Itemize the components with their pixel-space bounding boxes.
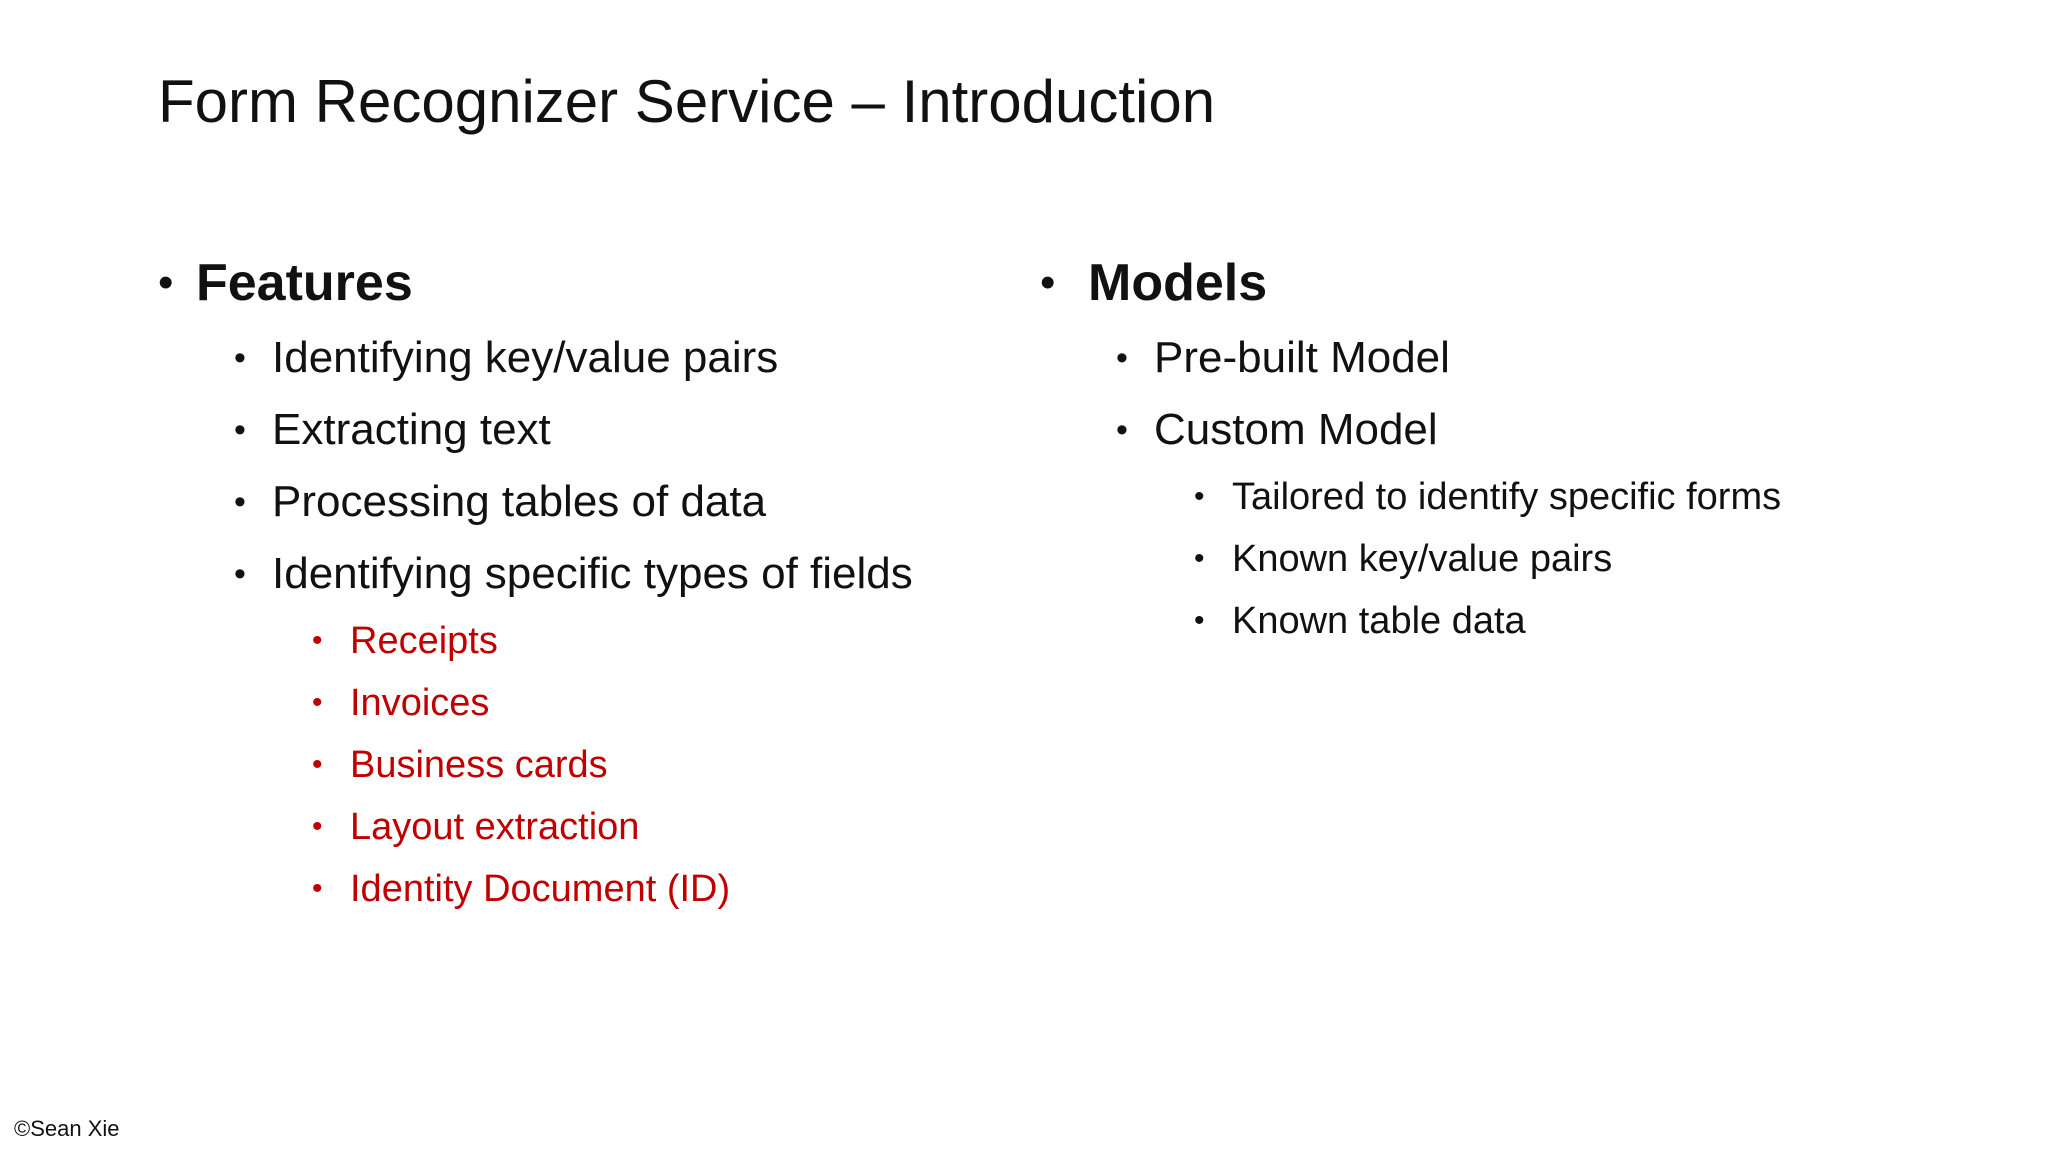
detail-text: Tailored to identify specific forms	[1232, 475, 1782, 518]
bullet-icon: •	[158, 258, 174, 307]
field-type-text: Invoices	[350, 681, 490, 724]
bullet-icon: •	[1116, 411, 1128, 449]
list-item	[234, 538, 913, 610]
field-type-item	[312, 858, 913, 920]
field-type-text: Business cards	[350, 743, 608, 786]
list-item-text: Processing tables of data	[272, 477, 767, 526]
field-type-text: Identity Document (ID)	[350, 867, 731, 910]
list-item-text: Pre-built Model	[1154, 333, 1450, 382]
detail-text: Known key/value pairs	[1232, 537, 1613, 580]
list-item	[1116, 322, 1781, 394]
bullet-icon: •	[312, 810, 323, 843]
models-heading: Models	[1088, 254, 1268, 312]
bullet-icon: •	[1116, 339, 1128, 377]
field-type-text: Layout extraction	[350, 805, 640, 848]
bullet-icon: •	[1194, 542, 1205, 575]
field-type-item	[312, 734, 913, 796]
bullet-icon: •	[312, 872, 323, 905]
custom-model-detail-item	[1194, 590, 1781, 652]
custom-model-detail-item	[1194, 528, 1781, 590]
list-item-text: Identifying specific types of fields	[272, 549, 913, 598]
bullet-icon: •	[312, 686, 323, 719]
bullet-icon: •	[1194, 604, 1205, 637]
list-item-text: Custom Model	[1154, 405, 1438, 454]
bullet-icon: •	[234, 339, 246, 377]
list-item-text: Extracting text	[272, 405, 551, 454]
field-type-text: Receipts	[350, 619, 498, 662]
bullet-icon: •	[234, 555, 246, 593]
field-type-item	[312, 796, 913, 858]
models-heading-item	[1040, 244, 1781, 322]
models-column	[1040, 244, 1781, 652]
list-item	[234, 466, 913, 538]
bullet-icon: •	[1194, 480, 1205, 513]
field-type-item	[312, 610, 913, 672]
bullet-icon: •	[312, 624, 323, 657]
features-heading: Features	[196, 254, 413, 312]
slide-title: Form Recognizer Service – Introduction	[158, 68, 1216, 135]
custom-model-detail-item	[1194, 466, 1781, 528]
bullet-icon: •	[1040, 258, 1056, 307]
field-type-item	[312, 672, 913, 734]
detail-text: Known table data	[1232, 599, 1526, 642]
list-item-text: Identifying key/value pairs	[272, 333, 779, 382]
bullet-icon: •	[312, 748, 323, 781]
copyright-notice: ©Sean Xie	[14, 1116, 120, 1141]
features-heading-item	[158, 244, 913, 322]
list-item	[234, 322, 913, 394]
bullet-icon: •	[234, 483, 246, 521]
features-column	[158, 244, 913, 920]
list-item	[234, 394, 913, 466]
list-item	[1116, 394, 1781, 466]
bullet-icon: •	[234, 411, 246, 449]
